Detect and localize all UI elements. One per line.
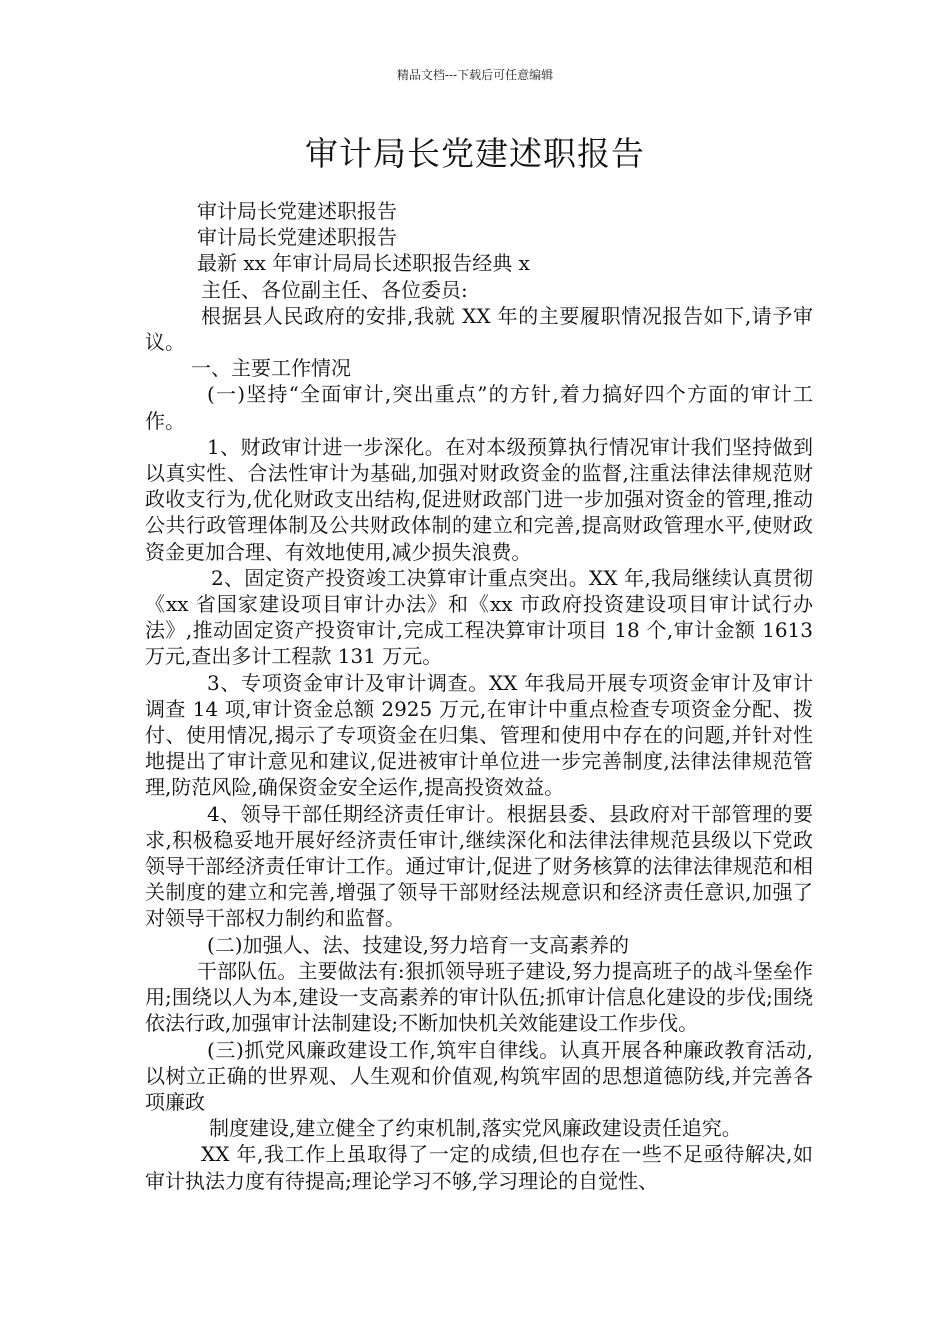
paragraph-point-1: (一)坚持“全面审计,突出重点”的方针,着力搞好四个方面的审计工作。 <box>145 382 813 433</box>
paragraph-item-1: 1、财政审计进一步深化。在对本级预算执行情况审计我们坚持做到以真实性、合法性审计为基础,加强对财政资金的监督,注重法律法律规范财政收支行为,优化财政支出结构,促进财政部门进一步加强对资金的管理,推动公共行政管理体制及公共财政体制的建立和完善,提高财政管理水平,使财政资金更加合理、有效地使用,减少损失浪费。 <box>145 434 813 564</box>
paragraph-subtitle-2: 审计局长党建述职报告 <box>197 225 397 250</box>
header-note: 精品文档---下载后可任意编辑 <box>396 68 554 82</box>
paragraph-item-2: 2、固定资产投资竣工决算审计重点突出。XX 年,我局继续认真贯彻《xx 省国家建设项目审计办法》和《xx 市政府投资建设项目审计试行办法》,推动固定资产投资审计,完成工程决算审计项目 18 个,审计金额 1613 万元,查出多计工程款 131 万元。 <box>145 565 813 669</box>
paragraph-point-2-cont: 干部队伍。主要做法有:狠抓领导班子建设,努力提高班子的战斗堡垒作用;围绕以人为本,建设一支高素养的审计队伍;抓审计信息化建设的步伐;围绕依法行政,加强审计法制建设;不断加快机关效能建设工作步伐。 <box>145 958 813 1036</box>
paragraph-intro: 根据县人民政府的安排,我就 XX 年的主要履职情况报告如下,请予审议。 <box>145 303 813 355</box>
paragraph-point-3: (三)抓党风廉政建设工作,筑牢自律线。认真开展各种廉政教育活动,以树立正确的世界观、人生观和价值观,构筑牢固的思想道德防线,并完善各项廉政 <box>145 1037 813 1114</box>
paragraph-summary: XX 年,我工作上虽取得了一定的成绩,但也存在一些不足亟待解决,如审计执法力度有待提高;理论学习不够,学习理论的自觉性、 <box>145 1142 813 1193</box>
paragraph-point-3-cont: 制度建设,建立健全了约束机制,落实党风廉政建设责任追究。 <box>209 1116 742 1141</box>
paragraph-section-heading: 一、主要工作情况 <box>191 356 351 381</box>
paragraph-item-3: 3、专项资金审计及审计调查。XX 年我局开展专项资金审计及审计调查 14 项,审计资金总额 2925 万元,在审计中重点检查专项资金分配、拨付、使用情况,揭示了专项资金在归集、管理和使用中存在的问题,并针对性地提出了审计意见和建议,促进被审计单位进一步完善制度,法律法律规范管理,防范风险,确保资金安全运作,提高投资效益。 <box>145 670 813 800</box>
document-title: 审计局长党建述职报告 <box>305 134 645 173</box>
paragraph-subtitle-1: 审计局长党建述职报告 <box>197 199 397 223</box>
paragraph-point-2: (二)加强人、法、技建设,努力培育一支高素养的 <box>207 932 629 957</box>
paragraph-salutation: 主任、各位副主任、各位委员: <box>201 277 468 302</box>
paragraph-subtitle-3: 最新 xx 年审计局局长述职报告经典 x <box>197 251 530 276</box>
paragraph-item-4: 4、领导干部任期经济责任审计。根据县委、县政府对干部管理的要求,积极稳妥地开展好经济责任审计,继续深化和法律法律规范县级以下党政领导干部经济责任审计工作。通过审计,促进了财务核算的法律法律规范和相关制度的建立和完善,增强了领导干部财经法规意识和经济责任意识,加强了对领导干部权力制约和监督。 <box>145 801 813 931</box>
document-body <box>145 198 813 1194</box>
